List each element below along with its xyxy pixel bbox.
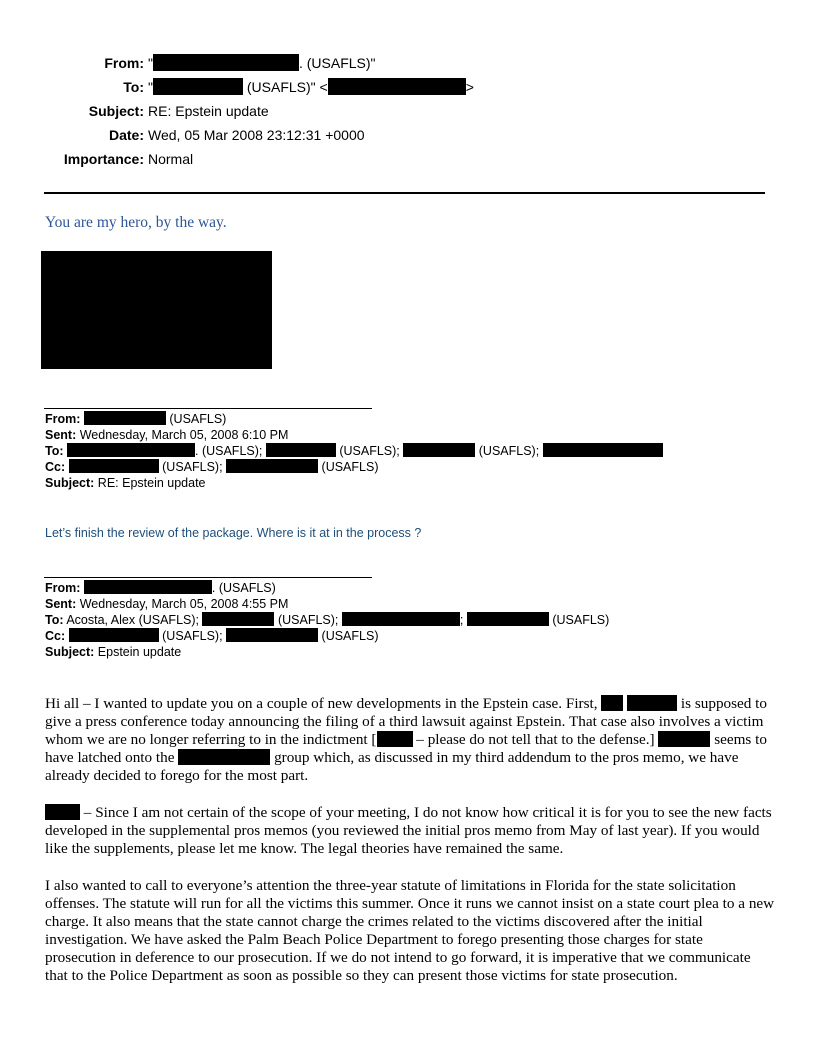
redaction — [153, 54, 299, 71]
redaction — [403, 443, 475, 457]
redaction — [328, 78, 466, 95]
to-value: " (USAFLS)" < > — [148, 79, 474, 95]
redaction — [467, 612, 549, 626]
message2-to: To: . (USAFLS); (USAFLS); (USAFLS); — [45, 443, 663, 459]
to-label: To: — [123, 79, 144, 95]
redaction — [266, 443, 336, 457]
body-paragraph-2: – Since I am not certain of the scope of your meeting, I do not know how critical it is for you to see the new facts developed in the supplemental pros memos (you reviewed the initial pros memo from May of last year). If you would like the supplements, please let me know. The legal theories have remained the same. — [45, 804, 772, 857]
importance-value: Normal — [148, 151, 194, 167]
redaction — [377, 731, 413, 747]
subject-value: RE: Epstein update — [148, 103, 269, 119]
redaction — [69, 628, 159, 642]
message2-body: Let’s finish the review of the package. Where is it at in the process ? — [45, 526, 422, 540]
redaction — [226, 628, 318, 642]
to-end: > — [465, 79, 474, 95]
body-paragraph-3: I also wanted to call to everyone’s attention the three-year statute of limitations in Florida for the state solicitation offenses. The statute will run for all the victims this summer. Once it runs we cannot insist on a state court plea to a new charge. It also means that the state cannot charge the crimes related to the victims discovered after the initial investigation. We have asked the Palm Beach Police Department to forego presenting those charges for state prosecution in deference to our prosecution. If we do not intend to go forward, it is imperative that we communicate that to the Police Department as soon as possible so they can present those victims for state prosecution. — [45, 877, 775, 984]
message2-sent: Sent: Wednesday, March 05, 2008 6:10 PM — [45, 428, 289, 442]
message3-subject: Subject: Epstein update — [45, 645, 182, 659]
message3-sent: Sent: Wednesday, March 05, 2008 4:55 PM — [45, 597, 289, 611]
header-divider — [44, 192, 765, 194]
redaction — [178, 749, 270, 765]
message2-cc: Cc: (USAFLS); (USAFLS) — [45, 460, 379, 474]
redaction — [202, 612, 274, 626]
message-separator — [44, 408, 372, 409]
redaction — [627, 695, 677, 711]
redaction — [67, 443, 195, 457]
message3-from: From: . (USAFLS) — [45, 581, 276, 595]
message3-cc: Cc: (USAFLS); (USAFLS) — [45, 629, 379, 643]
subject-label: Subject: — [88, 103, 144, 119]
redaction — [69, 459, 159, 473]
redaction — [658, 731, 710, 747]
message-separator — [44, 577, 372, 578]
to-mid: (USAFLS)" < — [246, 79, 328, 95]
redaction — [84, 411, 166, 425]
message3-header — [45, 580, 609, 660]
message3-to: To: Acosta, Alex (USAFLS); (USAFLS); ; (USAFLS) — [45, 613, 610, 627]
from-label: From: — [104, 55, 144, 71]
redaction — [601, 695, 623, 711]
redaction — [226, 459, 318, 473]
from-suffix: . (USAFLS)" — [298, 55, 376, 71]
redaction — [45, 804, 80, 820]
redaction — [342, 612, 460, 626]
message2-subject: Subject: RE: Epstein update — [45, 476, 206, 490]
redaction — [153, 78, 243, 95]
redaction-block — [41, 251, 272, 369]
redaction — [543, 443, 663, 457]
body-paragraph-1: Hi all – I wanted to update you on a couple of new developments in the Epstein case. First, is supposed to give a press conference today announcing the filing of a third lawsuit against Epstein. That case also involves a victim whom we are no longer referring to in the indictment [ – please do not tell that to the defense.] seems to have latched onto the group which, as discussed in my third addendum to the pros memo, we have already decided to forego for the most part. — [45, 695, 767, 784]
message2-from: From: (USAFLS) — [45, 412, 227, 426]
from-value: " . (USAFLS)" — [148, 55, 376, 71]
redaction — [84, 580, 212, 594]
message2-header — [45, 411, 663, 491]
importance-label: Importance: — [63, 151, 144, 167]
date-value: Wed, 05 Mar 2008 23:12:31 +0000 — [148, 127, 365, 143]
date-label: Date: — [108, 127, 144, 143]
reply-text: You are my hero, by the way. — [45, 214, 227, 231]
